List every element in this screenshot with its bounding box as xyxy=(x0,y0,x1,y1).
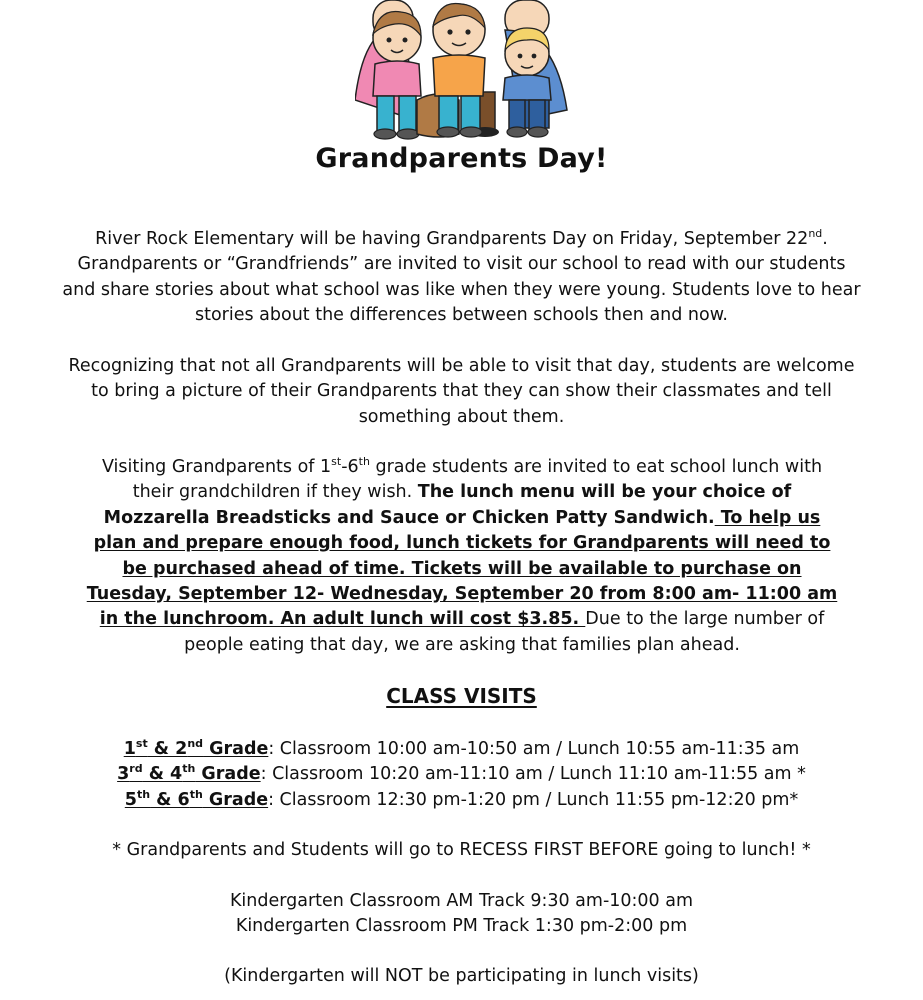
visit-row: 3rd & 4th Grade: Classroom 10:20 am-11:10 am / Lunch 11:10 am-11:55 am * xyxy=(117,762,806,785)
recess-note: * Grandparents and Students will go to RECESS FIRST BEFORE going to lunch! * xyxy=(112,840,811,861)
visit-row: 5th & 6th Grade: Classroom 12:30 pm-1:20 pm / Lunch 11:55 pm-12:20 pm* xyxy=(124,787,799,810)
lunch-paragraph: Visiting Grandparents of 1st-6th grade students are invited to eat school lunch with their grandchildren if they wish. The lunch menu will be your choice of Mozzarella Breadsticks and Sauce or Chicken Patty Sandwich. To help us plan and prepare enough food, lunch tickets for Grandparents will need to be purchased ahead of time. Tickets will be available to purchase on Tuesday, September 12- Wednesday, September 20 from 8:00 am- 11:00 am in the lunchroom. An adult lunch will cost $3.85. Due to the large number of people eating that day, we are asking that families plan ahead. xyxy=(86,455,838,655)
family-clipart-icon xyxy=(355,0,570,142)
kindergarten-pm: Kindergarten Classroom PM Track 1:30 pm-2:00 pm xyxy=(235,916,688,937)
lunch-menu-text: The lunch menu will be your choice of Mozzarella Breadsticks and Sauce or Chicken Patty Sandwich. xyxy=(103,482,792,528)
visit-row: 1st & 2nd Grade: Classroom 10:00 am-10:50 am / Lunch 10:55 am-11:35 am xyxy=(123,737,800,759)
picture-paragraph: Recognizing that not all Grandparents will be able to visit that day, students are welcome to bring a picture of their Grandparents that they can show their classmates and tell something about them. xyxy=(68,356,855,427)
kindergarten-am: Kindergarten Classroom AM Track 9:30 am-10:00 am xyxy=(229,890,694,911)
class-visits-schedule xyxy=(0,737,923,990)
grade-label: 3rd & 4th Grade xyxy=(117,762,261,785)
grade-label: 5th & 6th Grade xyxy=(124,787,269,810)
page-title: Grandparents Day! xyxy=(315,143,608,174)
grade-label: 1st & 2nd Grade xyxy=(123,737,269,759)
intro-paragraph: River Rock Elementary will be having Grandparents Day on Friday, September 22nd. Grandparents or “Grandfriends” are invited to visit our school to read with our students and share stories about what school was like when they were young. Students love to hear stories about the differences between schools then and now. xyxy=(62,227,861,326)
class-visits-heading: CLASS VISITS xyxy=(386,684,537,708)
kindergarten-note: (Kindergarten will NOT be participating in lunch visits) xyxy=(224,966,699,987)
lunch-ticket-notice: To help us plan and prepare enough food, lunch tickets for Grandparents will need to be purchased ahead of time. Tickets will be available to purchase on Tuesday, September 12- Wednesday, September 20 from 8:00 am- 11:00 am in the lunchroom. An adult lunch will cost $3.85. xyxy=(86,507,838,630)
